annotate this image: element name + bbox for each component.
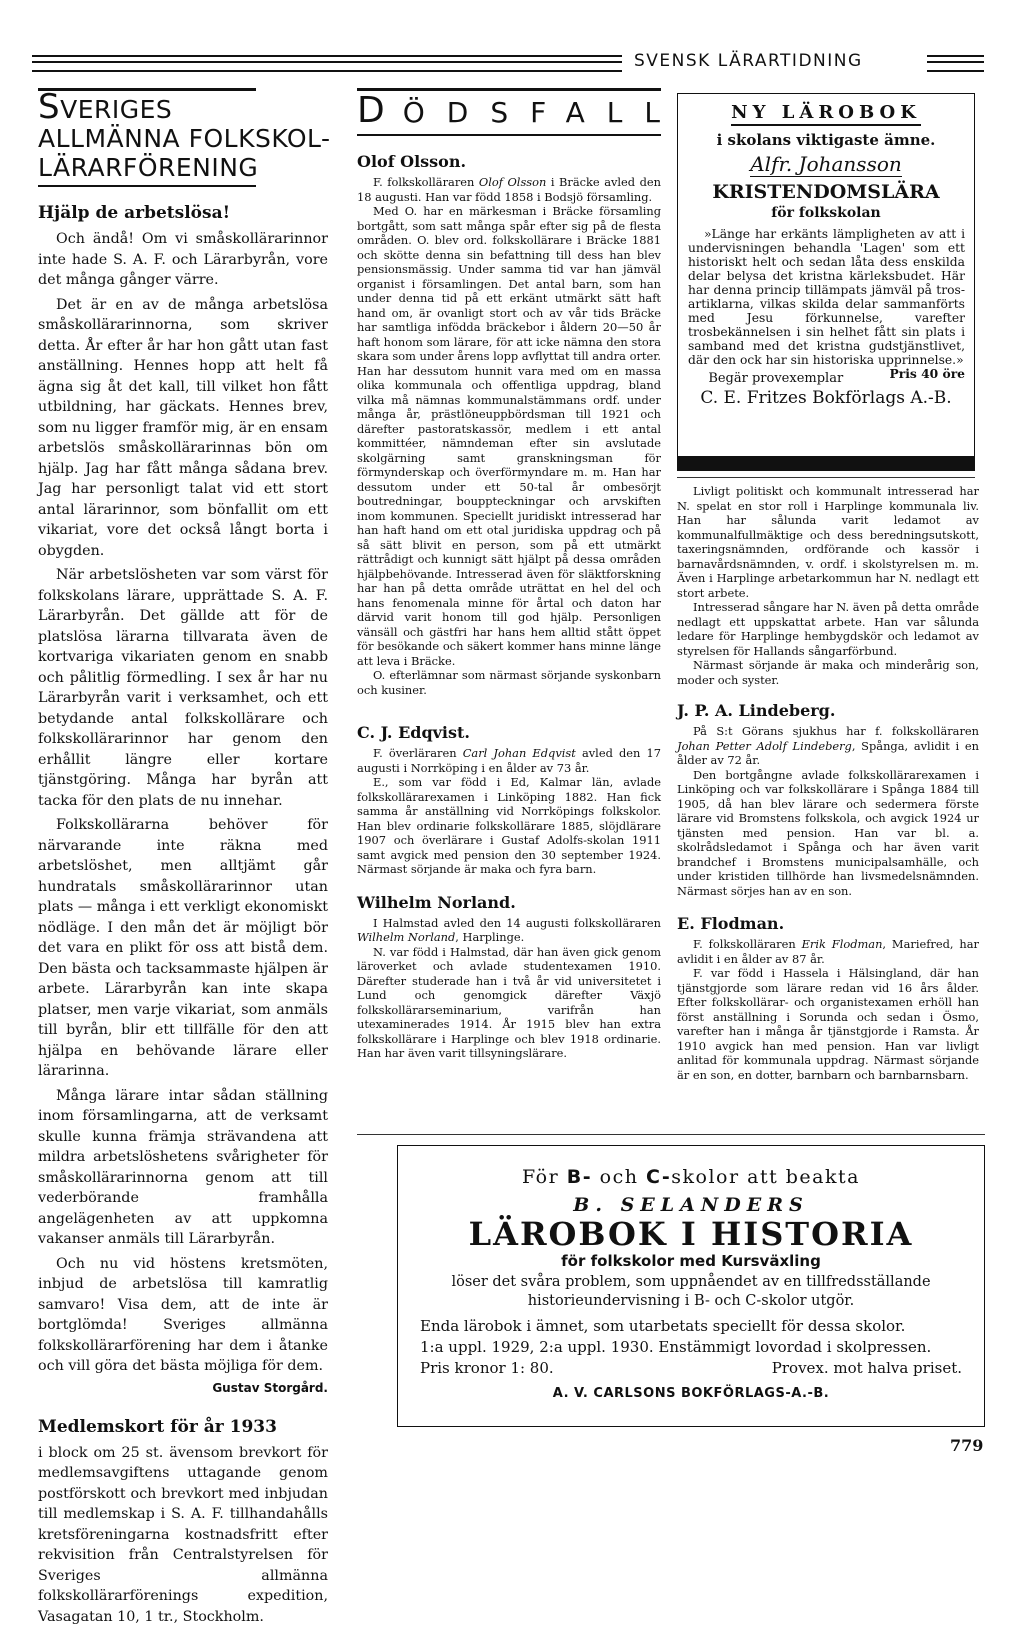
paragraph: När arbetslösheten var som värst för folkskolans lärare, upprättade S. A. F. Lärarbyrån. Det gällde att för de platslösa lärarna tillvarata även de kortvariga vikariaten genom en snabb och pålitlig förmedling. I sex år har nu Lärarbyrån varit i verksamhet, och ett betydande antal folkskollärare och folkskollärarinnor har genom den erhållit längre eller kortare tjänstgöring. Många har byrån att tacka för den plats de nu innehar. [38,567,328,809]
obituary-heading: E. Flodman. [677,914,785,933]
running-header [32,52,984,72]
paragraph: E., som var född i Ed, Kalmar län, avlade folkskollärarexamen i Linköping 1882. Han fick samma år anställning vid Norrköpings folkskolor. Han blev ordinarie folkskollärare 1885, slöjdlärare 1907 och överlärare i Gustaf Adolfs-skolan 1911 samt avgick med pension den 30 september 1924. Närmast sörjande är maka och fyra barn. [357,775,661,876]
paragraph: F. folkskolläraren Olof Olsson i Bräcke avled den 18 augusti. Han var född 1858 i Bodsjö församling. [357,175,661,204]
ad-headline: För B- och C-skolor att beakta [522,1166,860,1188]
paragraph: O. efterlämnar som närmast sörjande syskonbarn och kusiner. [357,668,661,697]
ad-book-for: för folkskolan [771,205,881,221]
paragraph: F. var född i Hassela i Hälsingland, där han tjänstgjorde som lärare redan vid 16 års ålder. Efter folkskollärar- och organistexamen erhöll han först anställning i Sorunda och sedan i Ösmo, varefter han i många år tjänstgjorde i Ramsta. År 1910 avgick han med pension. Han var livligt anlitad för kommunala uppdrag. Närmast sörjande är en son, en dotter, barnbarn och barnbarnsbarn. [677,966,979,1082]
column-dodsfall [357,88,682,1061]
obituary-heading: Wilhelm Norland. [357,892,516,912]
obituary-heading: Olof Olsson. [357,152,467,171]
ad-publisher: C. E. Fritzes Bokförlags A.-B. [700,388,952,408]
paragraph: F. folkskolläraren Erik Flodman, Mariefred, har avlidit i en ålder av 87 år. [677,937,979,966]
article-heading: Hjälp de arbetslösa! [38,203,231,223]
paragraph: Intresserad sångare har N. även på detta område nedlagt ett uppskattat arbete. Han var sålunda ledare för Harplinge hembygdskör och ledamot av styrelsen för Hallands sångarförbund. [677,600,979,658]
paragraph: F. överläraren Carl Johan Edqvist avled den 17 augusti i Norrköping i en ålder av 73 år. [357,746,661,775]
obituary-heading: C. J. Edqvist. [357,723,470,742]
ad-price: Pris 40 öre [889,366,965,381]
signature: Gustav Storgård. [212,1380,328,1395]
ad-quote: »Länge har erkänts lämpligheten av att i undervisningen behandla 'Lagen' som ett historiskt helt och sedan låta dess enskilda delar belysa det kristna kärleksbudet. Här har denna princip tillämpats jämväl på tros-artiklarna, vilkas skilda delar sammanförts med Jesu förkunnelse, varefter trosbekännelsen i sin helhet fått sin plats i samband med det kristna gudstjänstlivet, där den ock har sin historiska upprinnelse.» Pris 40 öre [688,227,965,381]
paragraph: Den bortgångne avlade folkskollärarexamen i Linköping och var folkskollärare i Spånga 1884 till 1905, då han blev lärare och sedermera förste lärare vid Bromstens folkskola, och avgick 1924 ur tjänsten med pension. Han var bl. a. skolrådsledamot i Spånga och har även varit brandchef i Bromstens municipalsamhälle, och under kristiden tillhörde han livsmedelsnämnden. Närmast sörjes han av en son. [677,767,979,898]
ad-request: Begär provexemplar [708,371,844,386]
paragraph: Och nu vid höstens kretsmöten, inbjud de arbetslösa till kamratlig samvaro! Visa dem, att de inte är bortglömda! Sveriges allmänna folkskollärarförening har dem i åtanke och vill göra det bästa möjliga för dem. [38,1255,328,1374]
page-number: 779 [950,1436,984,1455]
ad-author: B. SELANDERS [573,1194,809,1216]
ad-subline: i skolans viktigaste ämne. [716,131,936,149]
ad-subtitle: för folkskolor med Kursväxling [561,1252,821,1270]
paragraph: Med O. har en märkesman i Bräcke församling bortgått, som satt många spår efter sig på de flesta områden. O. blev ord. folkskollärare i Bräcke 1881 och skötte denna sin befattning till dess han blev pensionsmässig. Under samma tid var han jämväl organist i församlingen. Det antal barn, som han under denna tid på ett erkänt utmärkt sätt haft hand om, är ovanligt stort och av vår tids Bräcke har samtliga infödda bräckebor i åldern 20—50 år haft honom som lärare, för att icke nämna den stora skara som under årens lopp avflyttat till andra orter. Han har dessutom hunnit vara med om en massa olika kommunala och offentliga uppdrag, bland vilka må nämnas kommunalstämmans ordf. under många år, prästlöneuppbördsman till 1921 och därefter pastoratskassör, medlem i ett antal kommittéer, nämndeman efter sin avslutade skolgärning samt granskningsman för förmynderskap och överförmyndare m. m. Han har dessutom under ett 50-tal år ombesörjt boutredningar, bouppteckningar och arvskiften inom kommunen. Speciellt juridiskt intresserad har han haft hand om ett otal juridiska uppdrag och på så sätt blivit en person, som på ett utmärkt rättrådigt och kunnigt sätt hjälpt på dessa områden hjälpbehövande. Intresserad även för släktforskning har han på detta område uträttat en hel del och hans fenomenala minne för årtal och daton har därvid varit honom till god hjälp. Personligen vänsäll och gästfri har hans hem alltid stått öppet för besökande och säkert kommer hans minne länge att leva i Bräcke. [357,204,662,668]
ad-black-bar [678,456,974,470]
ad-price-row [420,1358,962,1379]
ad-price: Pris kronor 1: 80. [420,1359,554,1377]
article-heading: Medlemskort för år 1933 [38,1416,277,1437]
paragraph: Närmast sörjande är maka och minderårig son, moder och syster. [677,658,979,687]
column-dodsfall-continued [677,484,979,1082]
section-title-saf: SVERIGES ALLMÄNNA FOLKSKOL- LÄRARFÖRENING [38,88,256,187]
ad-text: löser det svåra problem, som uppnåendet av en tillfredsställande historieundervisning i B- och C-skolor utgör. [451,1274,931,1309]
paragraph: Det är en av de många arbetslösa småskollärarinnorna, som skriver detta. År efter år har hon gått utan fast anställning. Hennes hopp att helt få ägna sig åt det kall, till vilket hon fått utbildning, har gäckats. Hennes brev, som nu ligger framför mig, är en ensam arbetslös småskollärarinnas bön om hjälp. Jag har fått många sådana brev. Jag har personligt talat vid ett stort antal lärarinnor, som bönfallit om ett vikariat, vore det också långt borta i obygden. [38,296,328,559]
paragraph: Många lärare intar sådan ställning inom församlingarna, att de verksamt skulle kunna främja strävandena att mildra arbetslöshetens svårigheter för småskollärarinnorna genom att till vederbörande framhålla angelägenheten av att uppkomna vakanser anmäls till Lärarbyrån. [38,1087,328,1247]
paragraph: På S:t Görans sjukhus har f. folkskolläraren Johan Petter Adolf Lindeberg, Spånga, avlidit i en ålder av 72 år. [677,724,979,767]
journal-title: SVENSK LÄRARTIDNING [634,51,863,71]
obituary-heading: J. P. A. Lindeberg. [677,701,836,720]
ad-author: Alfr. Johansson [750,152,902,176]
divider [677,477,975,478]
ad-publisher: A. V. CARLSONS BOKFÖRLAGS-A.-B. [552,1386,830,1401]
ad-sample-offer: Provex. mot halva priset. [771,1359,962,1377]
ad-book-title: LÄROBOK I HISTORIA [468,1215,914,1253]
paragraph: Folkskollärarna behöver för närvarande inte räkna med arbetslöshet, men alltjämt går hundratals småskollärarinnor utan plats — många i ett verkligt ekonomiskt nödläge. I den mån det är möjligt bör det vara en plikt för oss att bistå dem. Den bästa och tacksammaste hjälpen är arbete. Lärarbyrån kan inte skapa platser, men varje vikariat, som anmäls till byrån, blir ett tillfälle för den att hjälpa en behövande lärare eller lärarinna. [38,817,328,1079]
paragraph: N. var född i Halmstad, där han även gick genom läroverket och avlade studentexamen 1910. Därefter studerade han i två år vid universitetet i Lund och genomgick därefter Växjö folkskollärarseminarium, varifrån han utexaminerades 1914. År 1915 blev han extra folkskollärare i Harplinge och blev 1918 ordinarie. Han har även varit tillsyningslärare. [357,944,661,1060]
column-saf [38,87,331,1631]
divider [357,1134,985,1135]
ad-headline: NY LÄROBOK [731,102,921,126]
section-title-dodsfall: DÖDSFALL [357,88,661,136]
paragraph: Och ändå! Om vi småskollärarinnor inte hade S. A. F. och Lärarbyrån, vore det många gånger värre. [38,231,328,288]
ad-book-title: KRISTENDOMSLÄRA [712,181,940,203]
paragraph: Livligt politiskt och kommunalt intresserad har N. spelat en stor roll i Harplinge kommunala liv. Han har sålunda varit ledamot av kommunalfullmäktige och dess beredningsutskott, taxeringsnämnden, ordförande och kassör i barnavårdsnämnden, v. ordf. i skolstyrelsen m. m. Även i Harplinge arbetarkommun har N. nedlagt ett stort arbete. [677,484,979,600]
ad-line: 1:a uppl. 1929, 2:a uppl. 1930. Enstämmigt lovordad i skolpressen. [420,1338,932,1356]
ad-line: Enda lärobok i ämnet, som utarbetats speciellt för dessa skolor. [420,1317,906,1335]
advertisement-kristendomslara [677,93,975,471]
paragraph: I Halmstad avled den 14 augusti folkskolläraren Wilhelm Norland, Harplinge. [357,915,661,944]
header-rule-left [32,55,622,72]
header-rule-right [927,55,984,72]
advertisement-historia [397,1145,985,1427]
paragraph: i block om 25 st. ävensom brevkort för medlemsavgiftens uttagande genom postförskott och brevkort med inbjudan till medlemskap i S. A. F. tillhandahålls kretsföreningarna kostnadsfritt efter rekvisition från Centralstyrelsen för Sveriges allmänna folkskollärarförenings expedition, Vasagatan 10, 1 tr., Stockholm. [38,1444,328,1625]
